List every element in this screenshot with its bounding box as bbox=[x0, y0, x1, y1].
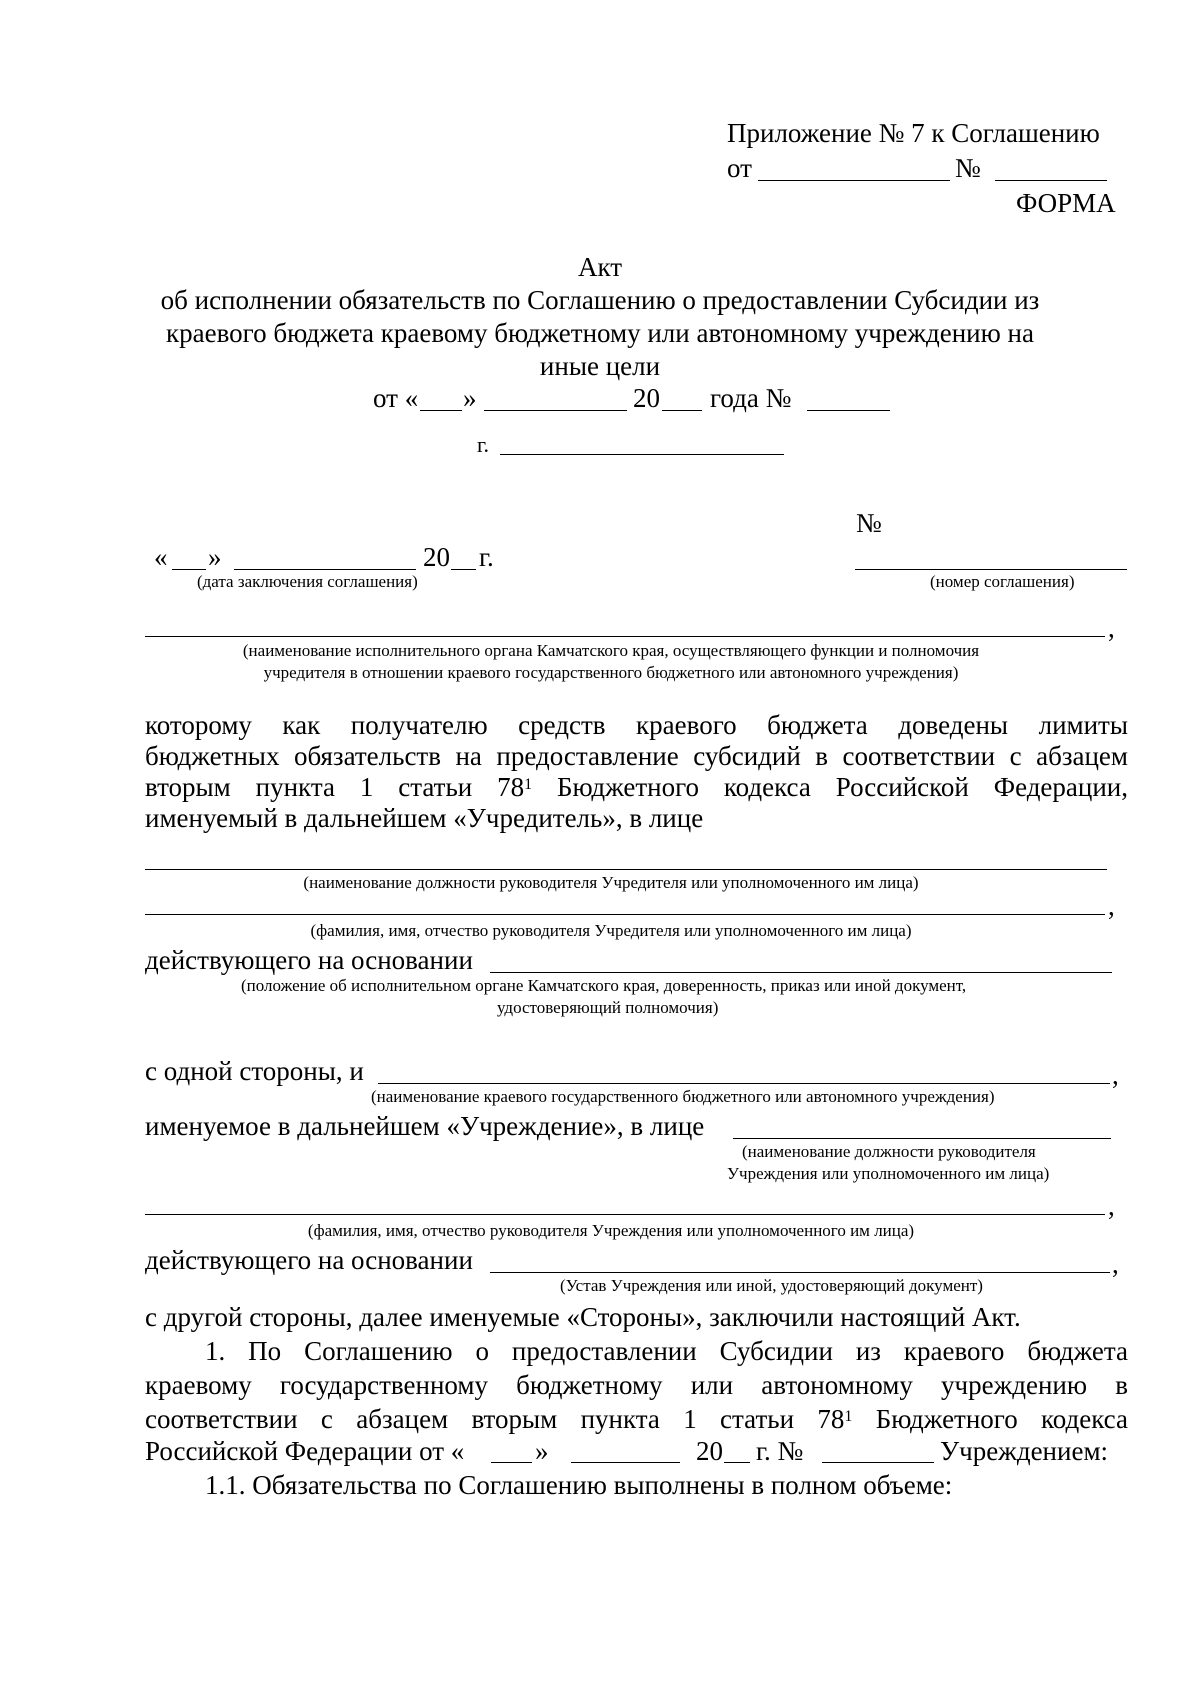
header-from-label: от bbox=[727, 153, 752, 183]
agreement-year-blank[interactable] bbox=[451, 569, 476, 570]
title-number-blank[interactable] bbox=[807, 410, 890, 411]
title-date-from: от « bbox=[373, 383, 419, 413]
other-side-text: с другой стороны, далее именуемые «Стороны», заключили настоящий Акт. bbox=[145, 1302, 1021, 1332]
agreement-number-caption: (номер соглашения) bbox=[930, 572, 1075, 591]
institution-basis-caption: (Устав Учреждения или иной, удостоверяющий документ) bbox=[560, 1276, 983, 1295]
act-subtitle-line1: об исполнении обязательств по Соглашению о предоставлении Субсидии из bbox=[160, 285, 1040, 315]
title-day-blank[interactable] bbox=[420, 410, 462, 411]
institution-position-caption-line2: Учреждения или уполномоченного им лица) bbox=[727, 1164, 1050, 1183]
city-label: г. bbox=[477, 432, 490, 457]
item1-month-blank[interactable] bbox=[571, 1462, 680, 1463]
item1-line3-sup: 1 bbox=[844, 1408, 853, 1425]
form-label: ФОРМА bbox=[1016, 188, 1116, 218]
item1-g-number: г. № bbox=[756, 1436, 804, 1466]
named-institution-label: именуемое в дальнейшем «Учреждение», в лице bbox=[145, 1111, 705, 1141]
institution-name-caption: (наименование краевого государственного бюджетного или автономного учреждения) bbox=[371, 1087, 995, 1106]
act-subtitle-line3: иные цели bbox=[539, 351, 661, 381]
institution-basis-blank[interactable] bbox=[490, 1272, 1110, 1273]
item1-day-blank[interactable] bbox=[491, 1462, 532, 1463]
act-title: Акт bbox=[577, 252, 623, 282]
founder-fio-comma: , bbox=[1108, 891, 1115, 921]
item1-line2: краевому государственному бюджетному или автономному учреждению в bbox=[145, 1370, 1128, 1400]
agreement-date-caption: (дата заключения соглашения) bbox=[197, 572, 418, 591]
title-month-blank[interactable] bbox=[484, 410, 627, 411]
paragraph1-line3-a: вторым пункта 1 статьи 78 bbox=[145, 772, 525, 802]
paragraph1-line3 bbox=[145, 772, 1128, 803]
paragraph1-line4: именуемый в дальнейшем «Учредитель», в лице bbox=[145, 803, 704, 833]
header-date-blank[interactable] bbox=[758, 180, 950, 181]
founder-basis-caption-line1: (положение об исполнительном органе Камчатского края, доверенность, приказ или иной документ, bbox=[241, 976, 967, 995]
founder-fio-caption: (фамилия, имя, отчество руководителя Учредителя или уполномоченного им лица) bbox=[310, 921, 912, 940]
item1-line4-end: Учреждением: bbox=[940, 1436, 1109, 1466]
agreement-number-sign: № bbox=[856, 508, 882, 538]
item1-line1: 1. По Соглашению о предоставлении Субсидии из краевого бюджета bbox=[205, 1336, 1128, 1366]
paragraph1-line2: бюджетных обязательств на предоставление субсидий в соответствии с абзацем bbox=[145, 741, 1128, 771]
founder-position-blank[interactable] bbox=[145, 869, 1107, 870]
act-subtitle-line2: краевого бюджета краевому бюджетному или автономному учреждению на bbox=[166, 318, 1034, 348]
institution-name-blank[interactable] bbox=[378, 1083, 1110, 1084]
item1-1-text: 1.1. Обязательства по Соглашению выполнены в полном объеме: bbox=[205, 1470, 953, 1500]
item1-line4-a: Российской Федерации от « bbox=[145, 1436, 465, 1466]
item1-line4-b: » bbox=[535, 1436, 549, 1466]
header-number-blank[interactable] bbox=[995, 180, 1107, 181]
founder-organ-caption-line2: учредителя в отношении краевого государственного бюджетного или автономного учреждения) bbox=[263, 663, 959, 682]
title-date-close: » bbox=[463, 383, 477, 413]
institution-fio-blank[interactable] bbox=[145, 1214, 1105, 1215]
paragraph1-line1: которому как получателю средств краевого бюджета доведены лимиты bbox=[145, 710, 1128, 740]
agreement-year-suffix: г. bbox=[479, 542, 494, 572]
agreement-year: 20 bbox=[423, 542, 450, 572]
item1-year: 20 bbox=[696, 1436, 723, 1466]
institution-name-comma: , bbox=[1112, 1060, 1119, 1090]
item1-line3-a: соответствии с абзацем вторым пункта 1 статьи 78 bbox=[145, 1404, 845, 1434]
appendix-title: Приложение № 7 к Соглашению bbox=[727, 118, 1100, 148]
founder-organ-blank[interactable] bbox=[145, 636, 1105, 637]
founder-organ-comma: , bbox=[1108, 613, 1115, 643]
item1-line3 bbox=[145, 1404, 1128, 1435]
founder-fio-blank[interactable] bbox=[145, 914, 1105, 915]
founder-basis-label: действующего на основании bbox=[145, 945, 473, 975]
founder-organ-caption-line1: (наименование исполнительного органа Камчатского края, осуществляющего функции и полномочия bbox=[242, 641, 980, 660]
founder-basis-caption-line2: удостоверяющий полномочия) bbox=[497, 998, 719, 1017]
institution-fio-comma: , bbox=[1108, 1191, 1115, 1221]
agreement-date-close: » bbox=[208, 542, 222, 572]
city-blank[interactable] bbox=[500, 454, 784, 455]
agreement-number-blank[interactable] bbox=[855, 569, 1127, 570]
founder-basis-blank[interactable] bbox=[490, 972, 1112, 973]
agreement-date-open: « bbox=[154, 542, 168, 572]
founder-position-caption: (наименование должности руководителя Учредителя или уполномоченного им лица) bbox=[303, 873, 919, 892]
institution-basis-comma: , bbox=[1112, 1249, 1119, 1279]
agreement-month-blank[interactable] bbox=[234, 569, 416, 570]
item1-year-blank[interactable] bbox=[724, 1462, 750, 1463]
paragraph1-line3-b: Бюджетного кодекса Российской Федерации, bbox=[532, 772, 1128, 802]
one-side-label: с одной стороны, и bbox=[145, 1056, 364, 1086]
header-number-sign: № bbox=[955, 153, 981, 183]
institution-fio-caption: (фамилия, имя, отчество руководителя Учреждения или уполномоченного им лица) bbox=[307, 1221, 915, 1240]
institution-position-caption-line1: (наименование должности руководителя bbox=[742, 1142, 1036, 1161]
title-year: 20 bbox=[633, 383, 660, 413]
paragraph1-line3-sup: 1 bbox=[524, 776, 533, 793]
item1-number-blank[interactable] bbox=[822, 1462, 934, 1463]
item1-line3-b: Бюджетного кодекса bbox=[852, 1404, 1128, 1434]
title-year-suffix: года № bbox=[710, 383, 792, 413]
institution-basis-label: действующего на основании bbox=[145, 1245, 473, 1275]
title-year-blank[interactable] bbox=[662, 410, 702, 411]
institution-position-blank[interactable] bbox=[733, 1138, 1111, 1139]
agreement-day-blank[interactable] bbox=[172, 569, 206, 570]
